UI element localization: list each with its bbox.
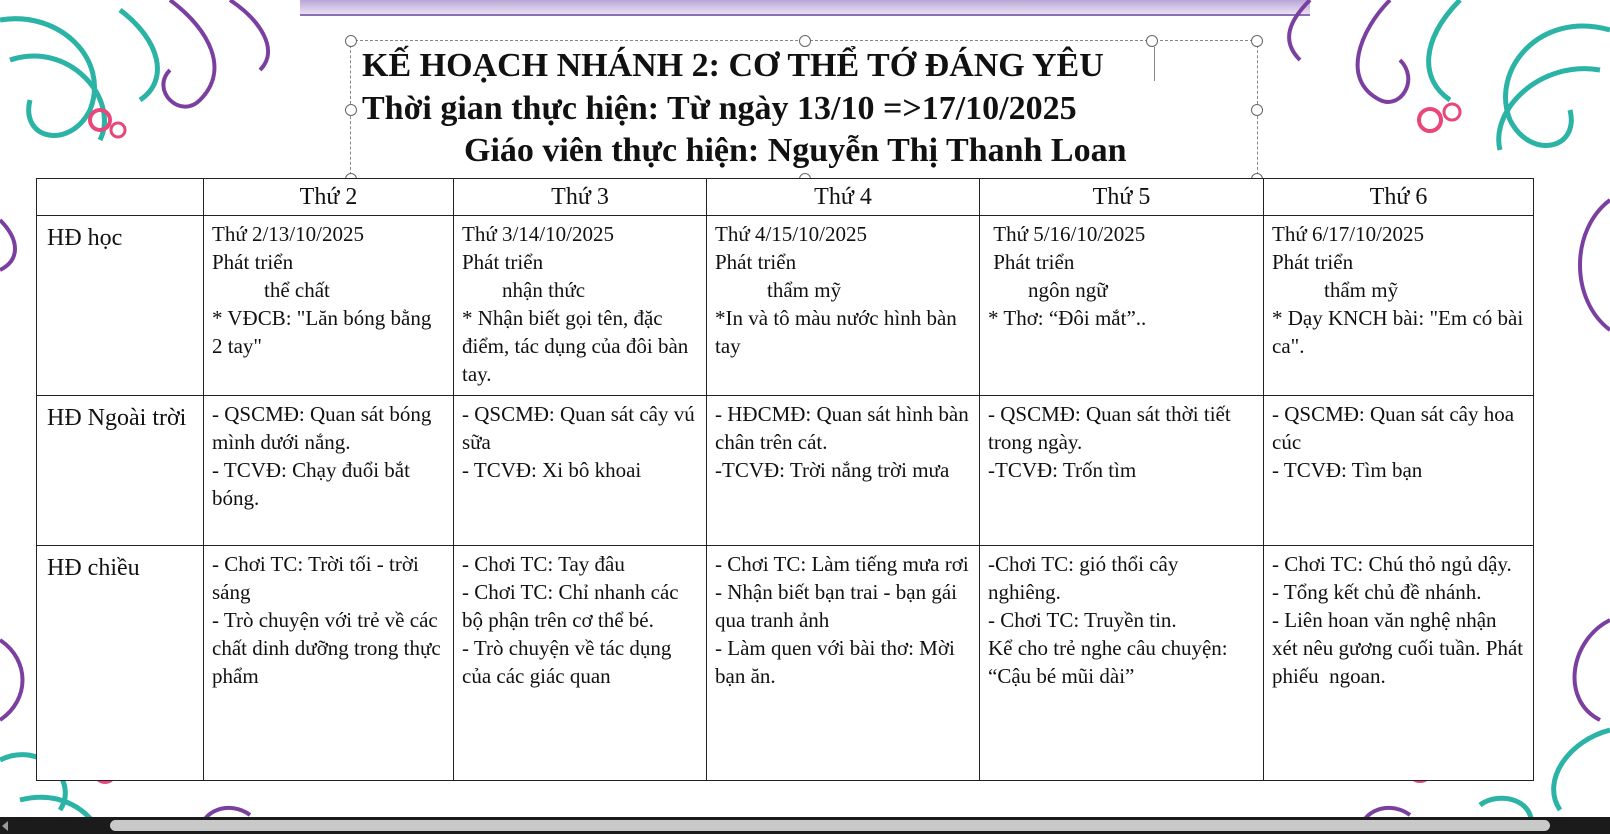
table-cell[interactable]	[980, 216, 1264, 396]
header-cell-thu: Thứ 5	[980, 179, 1264, 216]
cell-text: - Làm quen với bài thơ: Mời bạn ăn.	[715, 636, 961, 688]
resize-handle-top-right[interactable]	[1251, 35, 1263, 47]
table-cell[interactable]	[454, 546, 707, 781]
header-cell-wed: Thứ 4	[707, 179, 980, 216]
table-row-hd-chieu	[37, 546, 1534, 781]
table-cell[interactable]	[454, 396, 707, 546]
cell-domain: Phát triển	[715, 250, 797, 274]
cell-subdomain: thẩm mỹ	[767, 278, 842, 302]
plan-period: Thời gian thực hiện: Từ ngày 13/10 =>17/10/2025	[362, 90, 1077, 127]
cell-subdomain: thẩm mỹ	[1324, 278, 1399, 302]
cell-date: Thứ 2/13/10/2025	[212, 222, 364, 246]
table-header-row	[37, 179, 1534, 216]
cell-domain: Phát triển	[1272, 250, 1354, 274]
table-row-hd-ngoai-troi	[37, 396, 1534, 546]
resize-handle-top[interactable]	[799, 35, 811, 47]
cell-text: -TCVĐ: Trời nắng trời mưa	[715, 458, 950, 482]
table-cell[interactable]	[1264, 396, 1534, 546]
table-cell[interactable]	[204, 396, 454, 546]
cell-activity: * Dạy KNCH bài: "Em có bài ca".	[1272, 306, 1529, 358]
cell-activity: *In và tô màu nước hình bàn tay	[715, 306, 963, 358]
scroll-left-arrow-icon[interactable]	[2, 821, 8, 831]
header-cell-fri: Thứ 6	[1264, 179, 1534, 216]
table-cell[interactable]	[707, 216, 980, 396]
cell-date: Thứ 3/14/10/2025	[462, 222, 614, 246]
scrollbar-thumb[interactable]	[110, 820, 1550, 831]
cell-text: - Trò chuyện về tác dụng của các giác quan	[462, 636, 677, 688]
table-cell[interactable]	[454, 216, 707, 396]
cell-date: Thứ 4/15/10/2025	[715, 222, 867, 246]
cell-text: -Chơi TC: gió thổi cây nghiêng.	[988, 552, 1184, 604]
table-cell[interactable]	[980, 396, 1264, 546]
cell-subdomain: thể chất	[264, 278, 330, 302]
cell-text: - QSCMĐ: Quan sát bóng mình dưới nắng.	[212, 402, 437, 454]
resize-handle-left[interactable]	[345, 104, 357, 116]
table-cell[interactable]	[1264, 216, 1534, 396]
header-cell-empty	[37, 179, 204, 216]
cell-activity: * Thơ: “Đôi mắt”..	[988, 306, 1147, 330]
cell-date: Thứ 5/16/10/2025	[988, 222, 1146, 246]
cell-text: - Tổng kết chủ đề nhánh.	[1272, 580, 1482, 604]
cell-domain: Phát triển	[462, 250, 544, 274]
table-cell[interactable]	[707, 396, 980, 546]
cell-text: - Chơi TC: Truyền tin.	[988, 608, 1177, 632]
cell-text: - TCVĐ: Xi bô khoai	[462, 458, 642, 482]
rotation-handle[interactable]	[1146, 35, 1158, 47]
cell-domain: Phát triển	[212, 250, 294, 274]
plan-teacher: Giáo viên thực hiện: Nguyễn Thị Thanh Loan	[464, 132, 1127, 169]
header-cell-mon: Thứ 2	[204, 179, 454, 216]
table-cell[interactable]	[980, 546, 1264, 781]
table-cell[interactable]	[204, 216, 454, 396]
table-cell[interactable]	[204, 546, 454, 781]
cell-text: - Nhận biết bạn trai - bạn gái qua tranh ảnh	[715, 580, 963, 632]
cell-text: -TCVĐ: Trốn tìm	[988, 458, 1137, 482]
cell-activity: * VĐCB: "Lăn bóng bằng 2 tay"	[212, 306, 437, 358]
table-row-hd-hoc	[37, 216, 1534, 396]
rotation-handle-line	[1154, 47, 1155, 81]
cell-text: - Chơi TC: Tay đâu	[462, 552, 625, 576]
cell-text: - QSCMĐ: Quan sát cây vú sữa	[462, 402, 700, 454]
cell-text: - Trò chuyện với trẻ về các chất dinh dưỡng trong thực phẩm	[212, 608, 446, 688]
cell-text: - Chơi TC: Làm tiếng mưa rơi	[715, 552, 969, 576]
horizontal-scrollbar[interactable]	[0, 817, 1610, 834]
plan-title: KẾ HOẠCH NHÁNH 2: CƠ THỂ TỚ ĐÁNG YÊU	[362, 47, 1104, 84]
top-border-band	[300, 0, 1310, 16]
cell-text: - Chơi TC: Chú thỏ ngủ dậy.	[1272, 552, 1512, 576]
weekly-plan-table[interactable]	[36, 178, 1534, 781]
resize-handle-top-left[interactable]	[345, 35, 357, 47]
cell-activity: * Nhận biết gọi tên, đặc điểm, tác dụng của đôi bàn tay.	[462, 306, 694, 386]
header-cell-tue: Thứ 3	[454, 179, 707, 216]
row-label-hd-ngoai-troi: HĐ Ngoài trời	[37, 396, 204, 546]
cell-text: - QSCMĐ: Quan sát cây hoa cúc	[1272, 402, 1520, 454]
row-label-hd-hoc: HĐ học	[37, 216, 204, 396]
cell-text: - Chơi TC: Trời tối - trời sáng	[212, 552, 425, 604]
cell-text: - Liên hoan văn nghệ nhận xét nêu gương cuối tuần. Phát phiếu ngoan.	[1272, 608, 1529, 688]
resize-handle-right[interactable]	[1251, 104, 1263, 116]
cell-subdomain: ngôn ngữ	[1028, 278, 1108, 302]
row-label-hd-chieu: HĐ chiều	[37, 546, 204, 781]
cell-text: - HĐCMĐ: Quan sát hình bàn chân trên cát.	[715, 402, 974, 454]
table-cell[interactable]	[707, 546, 980, 781]
table-cell[interactable]	[1264, 546, 1534, 781]
cell-text: - Chơi TC: Chỉ nhanh các bộ phận trên cơ thể bé.	[462, 580, 684, 632]
cell-domain: Phát triển	[988, 250, 1075, 274]
cell-date: Thứ 6/17/10/2025	[1272, 222, 1424, 246]
cell-subdomain: nhận thức	[502, 278, 586, 302]
cell-text: - TCVĐ: Chạy đuổi bắt bóng.	[212, 458, 416, 510]
cell-text: - QSCMĐ: Quan sát thời tiết trong ngày.	[988, 402, 1236, 454]
cell-text: - TCVĐ: Tìm bạn	[1272, 458, 1423, 482]
cell-text: Kể cho trẻ nghe câu chuyện: “Cậu bé mũi dài”	[988, 636, 1233, 688]
